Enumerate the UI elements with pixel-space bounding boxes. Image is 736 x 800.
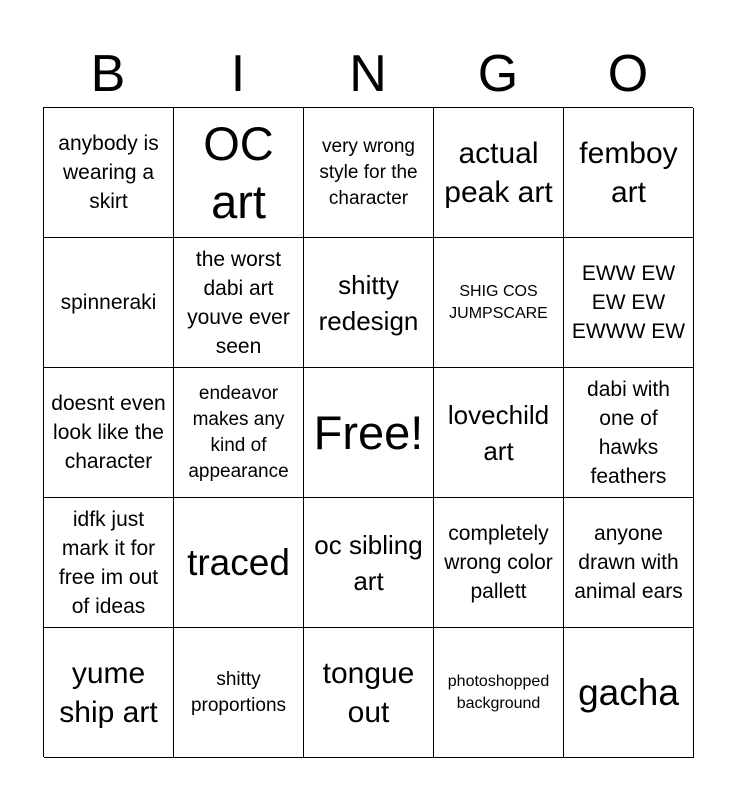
bingo-cell[interactable] (44, 498, 174, 628)
cell-text: doesnt even look like the character (51, 392, 166, 473)
cell-text: traced (187, 541, 290, 583)
bingo-cell[interactable] (174, 368, 304, 498)
cell-text: EWW EW EW EW EWWW EW (571, 262, 686, 343)
cell-text: yume ship art (59, 656, 158, 729)
header-letter-o: O (607, 45, 649, 103)
bingo-cell[interactable] (564, 368, 694, 498)
bingo-cell[interactable] (304, 498, 434, 628)
bingo-cell[interactable] (174, 498, 304, 628)
cell-text: lovechild art (447, 399, 550, 466)
bingo-cell[interactable] (304, 238, 434, 368)
cell-text: anybody is wearing a skirt (58, 132, 159, 213)
bingo-cell[interactable] (174, 238, 304, 368)
bingo-cell[interactable] (44, 108, 174, 238)
bingo-cell[interactable] (564, 628, 694, 758)
bingo-cell[interactable] (174, 108, 304, 238)
bingo-cell[interactable] (44, 238, 174, 368)
bingo-cell[interactable] (564, 498, 694, 628)
header-letter-g: G (477, 45, 519, 103)
bingo-cell[interactable] (564, 108, 694, 238)
header-letter-b: B (90, 45, 126, 103)
bingo-cell[interactable] (434, 628, 564, 758)
cell-text: idfk just mark it for free im out of ideas (58, 507, 159, 618)
bingo-cell[interactable] (44, 628, 174, 758)
cell-text: oc sibling art (314, 529, 423, 596)
bingo-cell[interactable] (434, 498, 564, 628)
cell-text: very wrong style for the character (319, 135, 418, 209)
bingo-cell[interactable] (434, 108, 564, 238)
cell-text: dabi with one of hawks feathers (587, 377, 670, 488)
cell-text: anyone drawn with animal ears (574, 522, 683, 603)
cell-text: shitty redesign (318, 269, 419, 336)
cell-text: shitty proportions (190, 668, 287, 716)
cell-text: SHIG COS JUMPSCARE (449, 282, 548, 322)
cell-text: femboy art (579, 136, 678, 209)
cell-text: the worst dabi art youve ever seen (187, 247, 290, 358)
cell-text: spinneraki (60, 291, 157, 314)
bingo-header (43, 40, 693, 108)
cell-text: tongue out (322, 656, 415, 729)
cell-text: endeavor makes any kind of appearance (188, 382, 289, 482)
cell-text: actual peak art (444, 136, 553, 209)
cell-text: OC art (203, 116, 274, 228)
cell-text: photoshopped background (447, 672, 550, 712)
bingo-cell[interactable] (44, 368, 174, 498)
cell-text: Free! (313, 405, 424, 459)
bingo-cell-free[interactable] (304, 368, 434, 498)
header-letter-i: I (230, 45, 246, 103)
bingo-cell[interactable] (564, 238, 694, 368)
cell-text: completely wrong color pallett (444, 522, 553, 603)
bingo-cell[interactable] (304, 108, 434, 238)
bingo-cell[interactable] (174, 628, 304, 758)
bingo-cell[interactable] (434, 368, 564, 498)
cell-text: gacha (578, 671, 679, 713)
header-letter-n: N (349, 45, 387, 103)
bingo-cell[interactable] (434, 238, 564, 368)
bingo-cell[interactable] (304, 628, 434, 758)
bingo-grid (43, 107, 693, 757)
